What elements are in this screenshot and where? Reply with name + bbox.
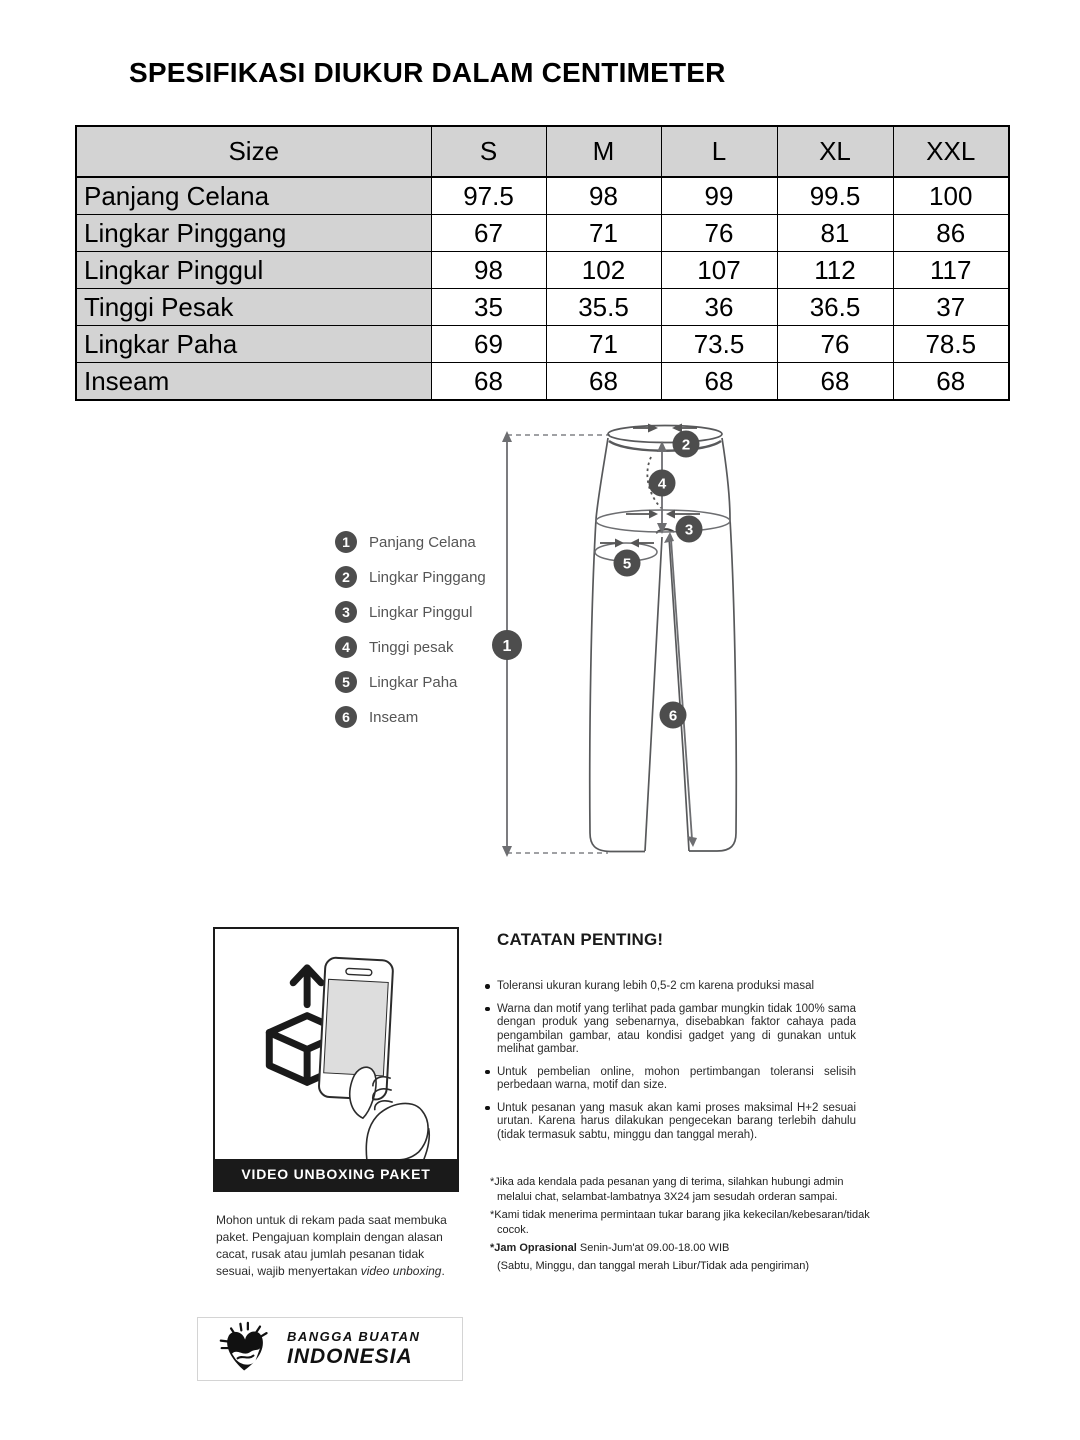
heart-logo-icon bbox=[218, 1320, 274, 1378]
value-cell: 68 bbox=[777, 363, 893, 401]
logo-line1: BANGGA BUATAN bbox=[287, 1329, 421, 1344]
value-cell: 37 bbox=[893, 289, 1009, 326]
svg-text:4: 4 bbox=[657, 475, 667, 493]
svg-text:6: 6 bbox=[668, 707, 678, 725]
svg-text:1: 1 bbox=[502, 638, 512, 655]
footnote: *Kami tidak menerima permintaan tukar barang jika kekecilan/kebesaran/tidak cocok. bbox=[490, 1209, 870, 1236]
value-cell: 76 bbox=[777, 326, 893, 363]
value-cell: 71 bbox=[546, 326, 661, 363]
header-cell-l: L bbox=[661, 126, 777, 177]
row-label: Panjang Celana bbox=[76, 177, 431, 215]
value-cell: 112 bbox=[777, 252, 893, 289]
note-bullet: Warna dan motif yang terlihat pada gambar mungkin tidak 100% sama dengan produk yang sebenarnya, disebabkan faktor cahaya pada pengambilan gambar, atau kondisi gadget yang di gunakan untuk melihat gambar. bbox=[497, 1002, 856, 1055]
table-row bbox=[76, 177, 1009, 215]
logo-text bbox=[287, 1329, 420, 1369]
row-label: Lingkar Paha bbox=[76, 326, 431, 363]
note-bullet: Toleransi ukuran kurang lebih 0,5-2 cm karena produksi masal bbox=[497, 980, 856, 994]
pants-measurement-diagram-icon bbox=[460, 415, 800, 885]
value-cell: 76 bbox=[661, 215, 777, 252]
value-cell: 69 bbox=[431, 326, 546, 363]
value-cell: 35 bbox=[431, 289, 546, 326]
diagram-number-badges bbox=[492, 431, 703, 729]
number-badge-icon: 4 bbox=[335, 636, 357, 658]
value-cell: 36 bbox=[661, 289, 777, 326]
unboxing-illustration-icon bbox=[215, 929, 457, 1160]
unboxing-note-period: . bbox=[441, 1264, 445, 1279]
header-cell-s: S bbox=[431, 126, 546, 177]
value-cell: 78.5 bbox=[893, 326, 1009, 363]
value-cell: 98 bbox=[431, 252, 546, 289]
table-row bbox=[76, 289, 1009, 326]
header-cell-xxl: XXL bbox=[893, 126, 1009, 177]
value-cell: 68 bbox=[661, 363, 777, 401]
legend-label: Panjang Celana bbox=[369, 533, 476, 551]
table-row bbox=[76, 215, 1009, 252]
notes-heading: CATATAN PENTING! bbox=[497, 930, 664, 949]
footnote: *Jika ada kendala pada pesanan yang di terima, silahkan hubungi admin melalui chat, selambat-lambatnya 3X24 jam sesudah orderan sampai. bbox=[490, 1176, 844, 1203]
bangga-buatan-indonesia-logo bbox=[197, 1317, 463, 1381]
logo-line2: INDONESIA bbox=[287, 1345, 413, 1368]
important-notes-section bbox=[497, 930, 856, 1151]
legend-label: Tinggi pesak bbox=[369, 638, 454, 656]
row-label: Tinggi Pesak bbox=[76, 289, 431, 326]
value-cell: 73.5 bbox=[661, 326, 777, 363]
note-bullet: Untuk pesanan yang masuk akan kami proses maksimal H+2 sesuai urutan. Karena harus dilakukan pengecekan barang terlebih dahulu (tidak termasuk sabtu, minggu dan tanggal merah). bbox=[497, 1101, 856, 1141]
size-table-header-row bbox=[76, 126, 1009, 177]
table-row bbox=[76, 363, 1009, 401]
value-cell: 99 bbox=[661, 177, 777, 215]
number-badge-icon: 1 bbox=[335, 531, 357, 553]
header-cell-m: M bbox=[546, 126, 661, 177]
value-cell: 68 bbox=[546, 363, 661, 401]
unboxing-note bbox=[216, 1212, 456, 1280]
header-cell-xl: XL bbox=[777, 126, 893, 177]
header-cell-size: Size bbox=[76, 126, 431, 177]
footnote: (Sabtu, Minggu, dan tanggal merah Libur/Tidak ada pengiriman) bbox=[497, 1260, 810, 1272]
value-cell: 86 bbox=[893, 215, 1009, 252]
notes-list bbox=[497, 980, 856, 1142]
note-bullet: Untuk pembelian online, mohon pertimbangan toleransi selisih perbedaan warna, motif dan size. bbox=[497, 1065, 856, 1091]
value-cell: 68 bbox=[431, 363, 546, 401]
table-row bbox=[76, 326, 1009, 363]
legend-label: Lingkar Pinggang bbox=[369, 568, 486, 586]
number-badge-icon: 6 bbox=[335, 706, 357, 728]
value-cell: 67 bbox=[431, 215, 546, 252]
value-cell: 107 bbox=[661, 252, 777, 289]
value-cell: 98 bbox=[546, 177, 661, 215]
row-label: Lingkar Pinggang bbox=[76, 215, 431, 252]
size-table bbox=[75, 125, 1010, 401]
unboxing-note-text: Mohon untuk di rekam pada saat membuka paket. Pengajuan komplain dengan alasan cacat, rusak atau jumlah pesanan tidak sesuai, wajib menyertakan bbox=[216, 1213, 447, 1279]
unboxing-caption-bar: VIDEO UNBOXING PAKET bbox=[215, 1159, 457, 1190]
footnote-rest: Senin-Jum'at 09.00-18.00 WIB bbox=[576, 1242, 730, 1254]
legend-label: Lingkar Pinggul bbox=[369, 603, 473, 621]
value-cell: 102 bbox=[546, 252, 661, 289]
value-cell: 99.5 bbox=[777, 177, 893, 215]
number-badge-icon: 2 bbox=[335, 566, 357, 588]
footnote bbox=[490, 1241, 880, 1256]
svg-text:2: 2 bbox=[681, 436, 691, 454]
footnote-bold: *Jam Oprasional bbox=[490, 1242, 577, 1254]
svg-text:3: 3 bbox=[684, 521, 694, 539]
value-cell: 68 bbox=[893, 363, 1009, 401]
unboxing-note-italic: video unboxing bbox=[360, 1264, 442, 1279]
legend-label: Inseam bbox=[369, 708, 419, 726]
number-badge-icon: 3 bbox=[335, 601, 357, 623]
legend-label: Lingkar Paha bbox=[369, 673, 458, 691]
value-cell: 100 bbox=[893, 177, 1009, 215]
table-row bbox=[76, 252, 1009, 289]
video-unboxing-card bbox=[213, 927, 459, 1192]
value-cell: 117 bbox=[893, 252, 1009, 289]
value-cell: 71 bbox=[546, 215, 661, 252]
value-cell: 97.5 bbox=[431, 177, 546, 215]
footnotes-section bbox=[490, 1175, 880, 1277]
page-title: SPESIFIKASI DIUKUR DALAM CENTIMETER bbox=[129, 57, 726, 88]
value-cell: 36.5 bbox=[777, 289, 893, 326]
value-cell: 81 bbox=[777, 215, 893, 252]
svg-text:5: 5 bbox=[622, 555, 632, 573]
row-label: Lingkar Pinggul bbox=[76, 252, 431, 289]
row-label: Inseam bbox=[76, 363, 431, 401]
number-badge-icon: 5 bbox=[335, 671, 357, 693]
value-cell: 35.5 bbox=[546, 289, 661, 326]
